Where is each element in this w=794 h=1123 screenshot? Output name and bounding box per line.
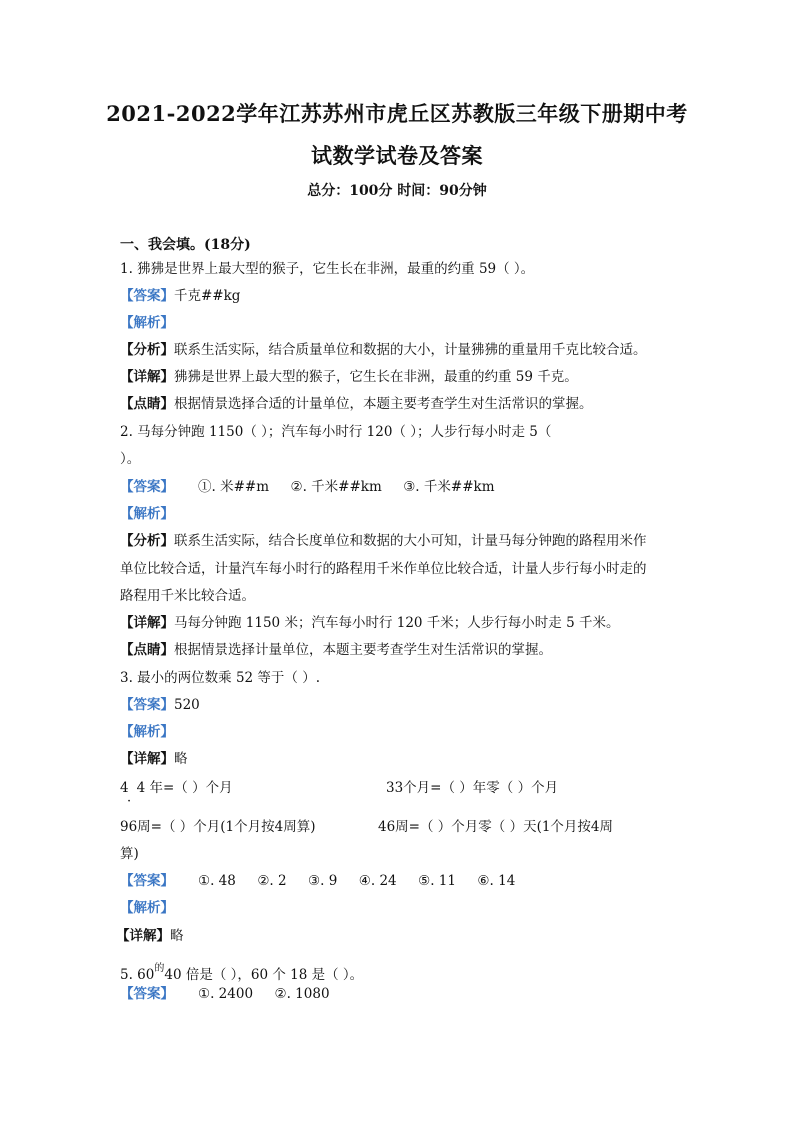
exam-info: 总分：100分 时间：90分钟 [307, 183, 487, 199]
q5-answer-row [120, 981, 680, 1008]
q3-text: 3. 最小的两位数乘 52 等于（ ）. [120, 670, 321, 686]
q2-detail-row [120, 610, 680, 637]
q5-sup: 的 [154, 963, 165, 974]
answer-label: 【答案】 [120, 986, 174, 1002]
q4-answer: ①. 48 ②. 2 ③. 9 ④. 24 ⑤. 11 ⑥. 14 [198, 873, 516, 889]
q4-detail: 略 [170, 928, 184, 944]
q5-post: 40 倍是（ ），60 个 18 是（ ）。 [164, 967, 364, 983]
q2-answer-row [120, 474, 680, 501]
q4-answer-row [120, 868, 680, 895]
q4-detail-row [116, 923, 676, 950]
q4-analysis-row [120, 895, 680, 922]
analysis-label: 【解析】 [120, 315, 174, 331]
point-label: 【点睛】 [120, 642, 174, 658]
answer-label: 【答案】 [120, 873, 174, 889]
q1-fenxi-row [120, 337, 680, 364]
q1-detail-row [120, 364, 680, 391]
detail-label: 【详解】 [120, 369, 174, 385]
q1-answer: 千克##kg [174, 288, 241, 304]
q2-fenxi-row-1 [120, 528, 680, 555]
detail-label: 【详解】 [120, 751, 174, 767]
q4-row-2 [120, 814, 690, 841]
q5-pre: 5. 60 [120, 967, 155, 983]
answer-label: 【答案】 [120, 697, 174, 713]
q1-analysis-row [120, 310, 680, 337]
q2-point-row [120, 637, 680, 664]
q4-row-1 [120, 775, 690, 802]
section-heading: 一、我会填。(18分) [120, 237, 251, 253]
q3-detail: 略 [174, 751, 188, 767]
q1-answer-row [120, 283, 680, 310]
q4-text-3: 算) [120, 846, 139, 862]
answer-label: 【答案】 [120, 479, 174, 495]
q2-point: 根据情景选择计量单位，本题主要考查学生对生活常识的掌握。 [174, 642, 552, 658]
q3-answer-row [120, 692, 680, 719]
q4-dot: · [127, 794, 132, 809]
q5-answer: ①. 2400 ②. 1080 [198, 986, 330, 1002]
q2-detail: 马每分钟跑 1150 米；汽车每小时行 120 千米；人步行每小时走 5 千米。 [174, 615, 620, 631]
q2-analysis-row [120, 501, 680, 528]
q2-fenxi-2: 单位比较合适，计量汽车每小时行的路程用千米作单位比较合适，计量人步行每小时走的 [120, 561, 647, 577]
q1-text: 1. 狒狒是世界上最大型的猴子，它生长在非洲，最重的约重 59（ ）。 [120, 261, 535, 277]
q4-number: 4 [120, 780, 129, 796]
q1-point-row [120, 391, 680, 418]
q1-point: 根据情景选择合适的计量单位，本题主要考查学生对生活常识的掌握。 [174, 396, 593, 412]
q3-detail-row [120, 746, 680, 773]
q2-fenxi-3: 路程用千米比较合适。 [120, 588, 255, 604]
q2-fenxi-1: 联系生活实际，结合长度单位和数据的大小可知，计量马每分钟跑的路程用米作 [174, 533, 647, 549]
analysis-label: 【解析】 [120, 900, 174, 916]
q1-detail: 狒狒是世界上最大型的猴子，它生长在非洲，最重的约重 59 千克。 [174, 369, 578, 385]
q3-analysis-row [120, 719, 680, 746]
q1-fenxi: 联系生活实际，结合质量单位和数据的大小，计量狒狒的重量用千克比较合适。 [174, 342, 647, 358]
fenxi-label: 【分析】 [120, 533, 174, 549]
title-line-1: 2021-2022学年江苏苏州市虎丘区苏教版三年级下册期中考 [106, 101, 688, 126]
q4-left-1: 4 年=（ ）个月 [136, 780, 233, 796]
answer-label: 【答案】 [120, 288, 174, 304]
q3-answer: 520 [174, 697, 200, 713]
analysis-label: 【解析】 [120, 724, 174, 740]
point-label: 【点睛】 [120, 396, 174, 412]
detail-label: 【详解】 [120, 615, 174, 631]
fenxi-label: 【分析】 [120, 342, 174, 358]
q2-text-2: ）。 [120, 451, 141, 467]
detail-label: 【详解】 [116, 928, 170, 944]
title-line-2: 试数学试卷及答案 [311, 143, 483, 168]
q4-left-2: 96周=（ ）个月(1个月按4周算) [120, 819, 316, 835]
analysis-label: 【解析】 [120, 506, 174, 522]
q4-right-1: 33个月=（ ）年零（ ）个月 [386, 780, 559, 796]
q2-text-1: 2. 马每分钟跑 1150（ ）；汽车每小时行 120（ ）；人步行每小时走 5（ [120, 424, 552, 440]
q2-answer: ①. 米##m ②. 千米##km ③. 千米##km [198, 479, 495, 495]
q4-right-2: 46周=（ ）个月零（ ）天(1个月按4周 [378, 819, 614, 835]
